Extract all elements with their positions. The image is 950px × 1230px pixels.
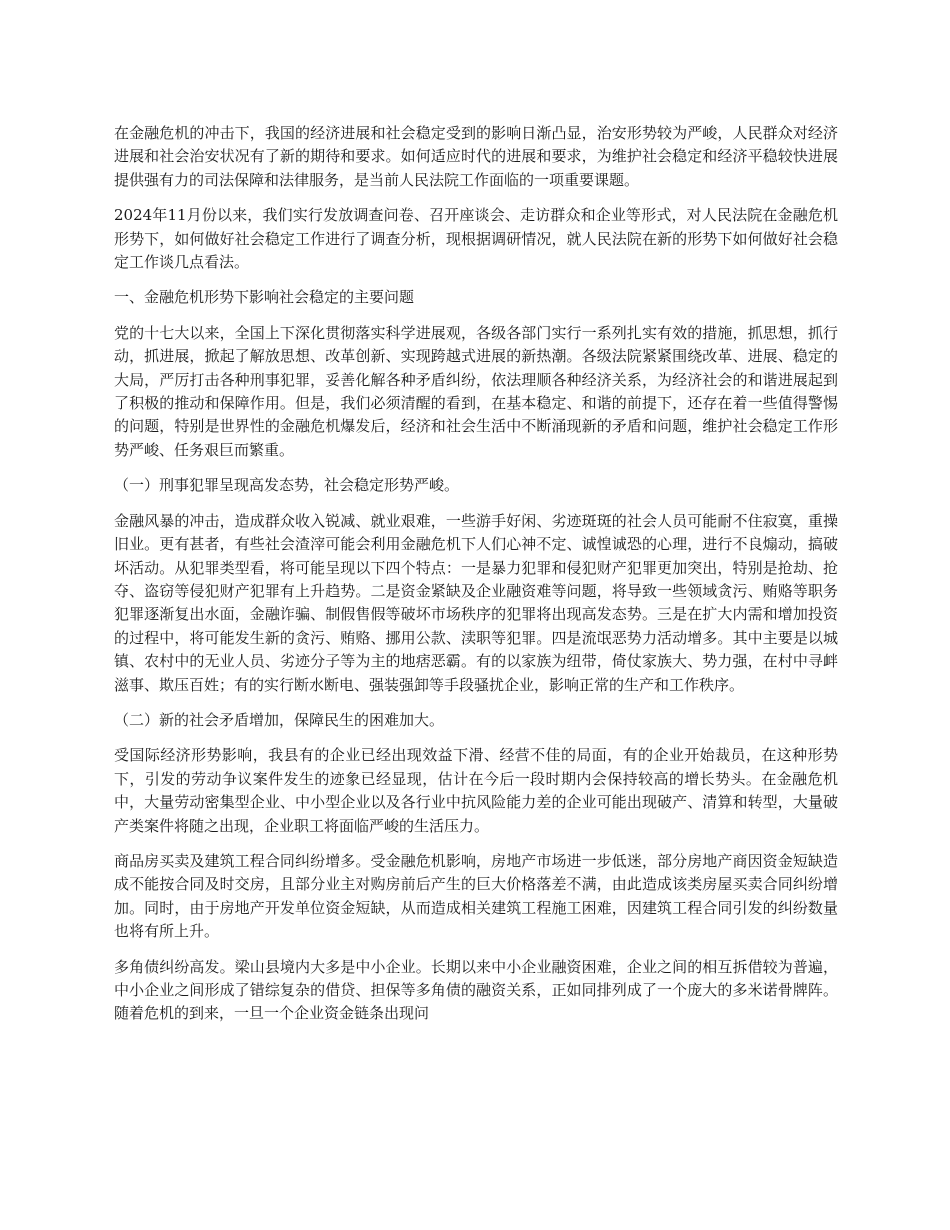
crime-paragraph: 金融风暴的冲击，造成群众收入锐减、就业艰难，一些游手好闲、劣迹斑斑的社会人员可能耐不住寂寞，重操旧业。更有甚者，有些社会渣滓可能会利用金融危机下人们心神不定、诚惶诚恐的心理，进行不良煽动，搞破坏活动。从犯罪类型看，将可能呈现以下四个特点：一是暴力犯罪和侵犯财产犯罪更加突出，特别是抢劫、抢夺、盗窃等侵犯财产犯罪有上升趋势。二是资金紧缺及企业融资难等问题，将导致一些领域贪污、贿赂等职务犯罪逐渐复出水面，金融诈骗、制假售假等破坏市场秩序的犯罪将出现高发态势。三是在扩大内需和增加投资的过程中，将可能发生新的贪污、贿赂、挪用公款、渎职等犯罪。四是流氓恶势力活动增多。其中主要是以城镇、农村中的无业人员、劣迹分子等为主的地痞恶霸。有的以家族为纽带，倚仗家族大、势力强，在村中寻衅滋事、欺压百姓；有的实行断水断电、强装强卸等手段骚扰企业，影响正常的生产和工作秩序。 (114, 511, 838, 694)
intro-paragraph: 在金融危机的冲击下，我国的经济进展和社会稳定受到的影响日渐凸显，治安形势较为严峻，人民群众对经济进展和社会治安状况有了新的期待和要求。如何适应时代的进展和要求，为维护社会稳定和经济平稳较快进展提供强有力的司法保障和法律服务，是当前人民法院工作面临的一项重要课题。 (114, 124, 838, 189)
labor-dispute-paragraph: 受国际经济形势影响，我县有的企业已经出现效益下滑、经营不佳的局面，有的企业开始裁员，在这种形势下，引发的劳动争议案件发生的迹象已经显现，估计在今后一段时期内会保持较高的增长势头。在金融危机中，大量劳动密集型企业、中小型企业以及各行业中抗风险能力差的企业可能出现破产、清算和转型，大量破产类案件将随之出现，企业职工将面临严峻的生活压力。 (114, 746, 838, 835)
subsection-heading-2: （二）新的社会矛盾增加，保障民生的困难加大。 (114, 710, 445, 729)
debt-dispute-paragraph: 多角债纠纷高发。梁山县境内大多是中小企业。长期以来中小企业融资困难，企业之间的相互拆借较为普遍，中小企业之间形成了错综复杂的借贷、担保等多角债的融资关系，正如同排列成了一个庞大的多米诺骨牌阵。随着危机的到来，一旦一个企业资金链条出现问 (114, 957, 838, 1023)
survey-paragraph: 2024年11月份以来，我们实行发放调查问卷、召开座谈会、走访群众和企业等形式，对人民法院在金融危机形势下，如何做好社会稳定工作进行了调查分析，现根据调研情况，就人民法院在新的形势下如何做好社会稳定工作谈几点看法。 (114, 206, 838, 272)
section-heading-1: 一、金融危机形势下影响社会稳定的主要问题 (114, 288, 415, 307)
document-body (114, 122, 838, 1038)
background-paragraph: 党的十七大以来，全国上下深化贯彻落实科学进展观，各级各部门实行一系列扎实有效的措施，抓思想，抓行动，抓进展，掀起了解放思想、改革创新、实现跨越式进展的新热潮。各级法院紧紧围绕改革、进展、稳定的大局，严厉打击各种刑事犯罪，妥善化解各种矛盾纠纷，依法理顺各种经济关系，为经济社会的和谐进展起到了积极的推动和保障作用。但是，我们必须清醒的看到，在基本稳定、和谐的前提下，还存在着一些值得警惕的问题，特别是世界性的金融危机爆发后，经济和社会生活中不断涌现新的矛盾和问题，维护社会稳定工作形势严峻、任务艰巨而繁重。 (114, 323, 838, 459)
housing-dispute-paragraph: 商品房买卖及建筑工程合同纠纷增多。受金融危机影响，房地产市场进一步低迷，部分房地产商因资金短缺造成不能按合同及时交房，且部分业主对购房前后产生的巨大价格落差不满，由此造成该类房屋买卖合同纠纷增加。同时，由于房地产开发单位资金短缺，从而造成相关建筑工程施工困难，因建筑工程合同引发的纠纷数量也将有所上升。 (114, 851, 838, 941)
subsection-heading-1: （一）刑事犯罪呈现高发态势，社会稳定形势严峻。 (114, 476, 460, 495)
